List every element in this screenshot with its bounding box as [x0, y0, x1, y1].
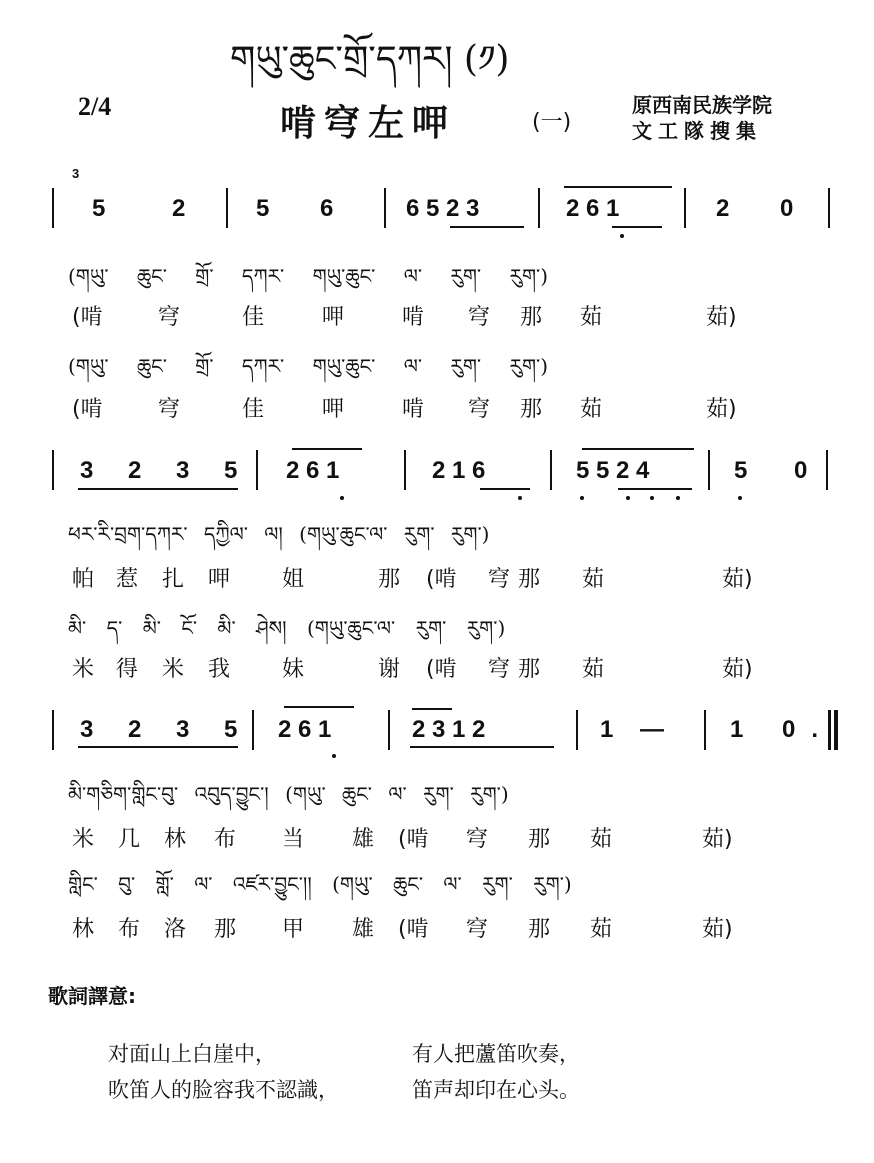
- syllable: 那: [518, 657, 541, 682]
- tibetan-lyric-1: (གཡུ་ ཆུང་ གྲོ་ དཀར་ གཡུ་ཆུང་ ལ་ རུག་ རུག་): [68, 264, 549, 288]
- octave-dot: [332, 754, 336, 758]
- syllable: 那: [518, 567, 541, 592]
- syllable: 茹): [722, 567, 753, 592]
- syllable: 那: [520, 397, 543, 422]
- syllable: 那: [378, 567, 401, 592]
- syllable: 惹: [116, 567, 139, 592]
- syllable: (啃: [398, 827, 429, 852]
- syllable: 茹): [702, 827, 733, 852]
- syllable: 甲: [282, 917, 305, 942]
- translation-line-2a: 吹笛人的脸容我不認識，: [108, 1078, 339, 1102]
- syllable: 布: [214, 827, 237, 852]
- tibetan-lyric-1: མི་གཅིག་གླིང་བུ་ འབུད་བྱུང་། (གཡུ་ ཆུང་ ལ་ རུག་ རུག་): [68, 782, 509, 806]
- barline: [576, 710, 578, 750]
- octave-dot: [650, 496, 654, 500]
- syllable: 姐: [282, 567, 305, 592]
- syllable: 当: [282, 827, 305, 852]
- barline: [384, 188, 386, 228]
- tibetan-lyric-2: (གཡུ་ ཆུང་ གྲོ་ དཀར་ གཡུ་ཆུང་ ལ་ རུག་ རུག་): [68, 354, 549, 378]
- measure-3: 2 3 1 2: [412, 716, 486, 743]
- syllable: 布: [118, 917, 141, 942]
- syllable: 林: [72, 917, 95, 942]
- measure-3: 2 1 6: [432, 457, 486, 484]
- syllable: 米: [72, 827, 95, 852]
- beam: [612, 226, 662, 228]
- beam: [410, 746, 554, 748]
- syllable: (啃: [426, 657, 457, 682]
- syllable: (啃: [398, 917, 429, 942]
- syllable: 茹: [582, 567, 605, 592]
- syllable: 那: [528, 917, 551, 942]
- syllable: 穹: [158, 305, 181, 330]
- grace-mark: 3: [72, 166, 80, 181]
- beam: [78, 746, 238, 748]
- tibetan-lyric-2: གླིང་ བུ་ གློ་ ལ་ འཛར་བྱུང་།། (གཡུ་ ཆུང་ ལ་ རུག་ རུག་): [68, 872, 572, 896]
- translation-heading: 歌詞譯意:: [48, 984, 136, 1008]
- barline: [388, 710, 390, 750]
- octave-dot: [626, 496, 630, 500]
- syllable: (啃: [426, 567, 457, 592]
- syllable: 穹: [466, 827, 489, 852]
- barline: [704, 710, 706, 750]
- syllable: 茹): [722, 657, 753, 682]
- final-barline: [834, 710, 838, 750]
- barline: [828, 188, 830, 228]
- measure-1: 3 2 3 5: [80, 716, 252, 743]
- syllable: 佳: [242, 305, 265, 330]
- syllable: 妹: [282, 657, 305, 682]
- syllable: 茹: [580, 397, 603, 422]
- measure-2: 2 6 1: [286, 457, 340, 484]
- syllable: 帕: [72, 567, 95, 592]
- syllable: 那: [520, 305, 543, 330]
- barline: [684, 188, 686, 228]
- syllable: 茹): [706, 305, 737, 330]
- syllable: 米: [162, 657, 185, 682]
- syllable: 米: [72, 657, 95, 682]
- tie: [284, 706, 354, 708]
- syllable: 茹: [590, 827, 613, 852]
- barline: [538, 188, 540, 228]
- song-title: 啃穹左呷: [280, 103, 457, 144]
- syllable: 林: [164, 827, 187, 852]
- syllable: 穹: [488, 657, 511, 682]
- syllable: 呷: [322, 305, 345, 330]
- measure-3: 6 5 2 3: [406, 195, 480, 222]
- syllable: 穹: [158, 397, 181, 422]
- syllable: 雄: [352, 827, 375, 852]
- syllable: 洛: [164, 917, 187, 942]
- syllable: 得: [116, 657, 139, 682]
- beam: [450, 226, 524, 228]
- barline: [256, 450, 258, 490]
- tie: [582, 448, 694, 450]
- octave-dot: [340, 496, 344, 500]
- measure-5: 2 0: [716, 195, 816, 222]
- syllable: 扎: [162, 567, 185, 592]
- translation-line-1a: 对面山上白崖中，: [108, 1042, 276, 1066]
- octave-dot: [620, 234, 624, 238]
- syllable: 雄: [352, 917, 375, 942]
- syllable: (啃: [72, 397, 103, 422]
- measure-2: 5 6: [256, 195, 356, 222]
- tie: [292, 448, 362, 450]
- title-number: (一): [532, 110, 572, 135]
- syllable: 茹): [702, 917, 733, 942]
- syllable: 穹: [488, 567, 511, 592]
- translation-line-1b: 有人把蘆笛吹奏，: [412, 1042, 580, 1066]
- octave-dot: [676, 496, 680, 500]
- syllable: 呷: [208, 567, 231, 592]
- octave-dot: [518, 496, 522, 500]
- measure-5: 5 0: [734, 457, 828, 484]
- tibetan-title: གཡུ་ཆུང་གྲོ་དཀར། (༡): [230, 39, 510, 80]
- syllable: 谢: [378, 657, 401, 682]
- final-barline: [828, 710, 831, 750]
- measure-4: 5 5 2 4: [576, 457, 650, 484]
- syllable: 啃: [402, 305, 425, 330]
- syllable: 呷: [322, 397, 345, 422]
- barline: [550, 450, 552, 490]
- syllable: 那: [214, 917, 237, 942]
- syllable: 茹: [580, 305, 603, 330]
- measure-4: 2 6 1: [566, 195, 620, 222]
- measure-1: 3 2 3 5: [80, 457, 252, 484]
- barline: [826, 450, 828, 490]
- syllable: 穹: [466, 917, 489, 942]
- beam: [618, 488, 692, 490]
- syllable: 茹): [706, 397, 737, 422]
- credit: [632, 92, 772, 144]
- measure-5: 1 0.: [730, 716, 835, 743]
- syllable: 穹: [468, 397, 491, 422]
- barline: [52, 188, 54, 228]
- measure-1: 5 2: [92, 195, 216, 222]
- syllable: 几: [118, 827, 141, 852]
- tibetan-lyric-1: ཕར་རི་བྲག་དཀར་ དཀྱིལ་ ལ། (གཡུ་ཆུང་ལ་ རུག་ རུག་): [68, 522, 490, 546]
- barline: [52, 450, 54, 490]
- measure-2: 2 6 1: [278, 716, 332, 743]
- syllable: 我: [208, 657, 231, 682]
- measure-4: 1 —: [600, 716, 675, 743]
- translation-line-2b: 笛声却印在心头。: [412, 1078, 580, 1102]
- tibetan-lyric-2: མི་ ད་ མི་ ངོ་ མི་ ཤེས། (གཡུ་ཆུང་ལ་ རུག་ རུག་): [68, 616, 506, 640]
- barline: [708, 450, 710, 490]
- syllable: 穹: [468, 305, 491, 330]
- syllable: 那: [528, 827, 551, 852]
- beam: [480, 488, 530, 490]
- barline: [252, 710, 254, 750]
- syllable: (啃: [72, 305, 103, 330]
- octave-dot: [738, 496, 742, 500]
- tie: [412, 708, 452, 710]
- barline: [404, 450, 406, 490]
- time-signature: 2/4: [78, 92, 112, 121]
- syllable: 茹: [582, 657, 605, 682]
- syllable: 佳: [242, 397, 265, 422]
- credit-line-1: 原西南民族学院: [632, 93, 772, 117]
- barline: [52, 710, 54, 750]
- barline: [226, 188, 228, 228]
- credit-line-2: 文工隊搜集: [632, 119, 762, 143]
- octave-dot: [580, 496, 584, 500]
- beam: [78, 488, 238, 490]
- syllable: 啃: [402, 397, 425, 422]
- tie: [564, 186, 672, 188]
- syllable: 茹: [590, 917, 613, 942]
